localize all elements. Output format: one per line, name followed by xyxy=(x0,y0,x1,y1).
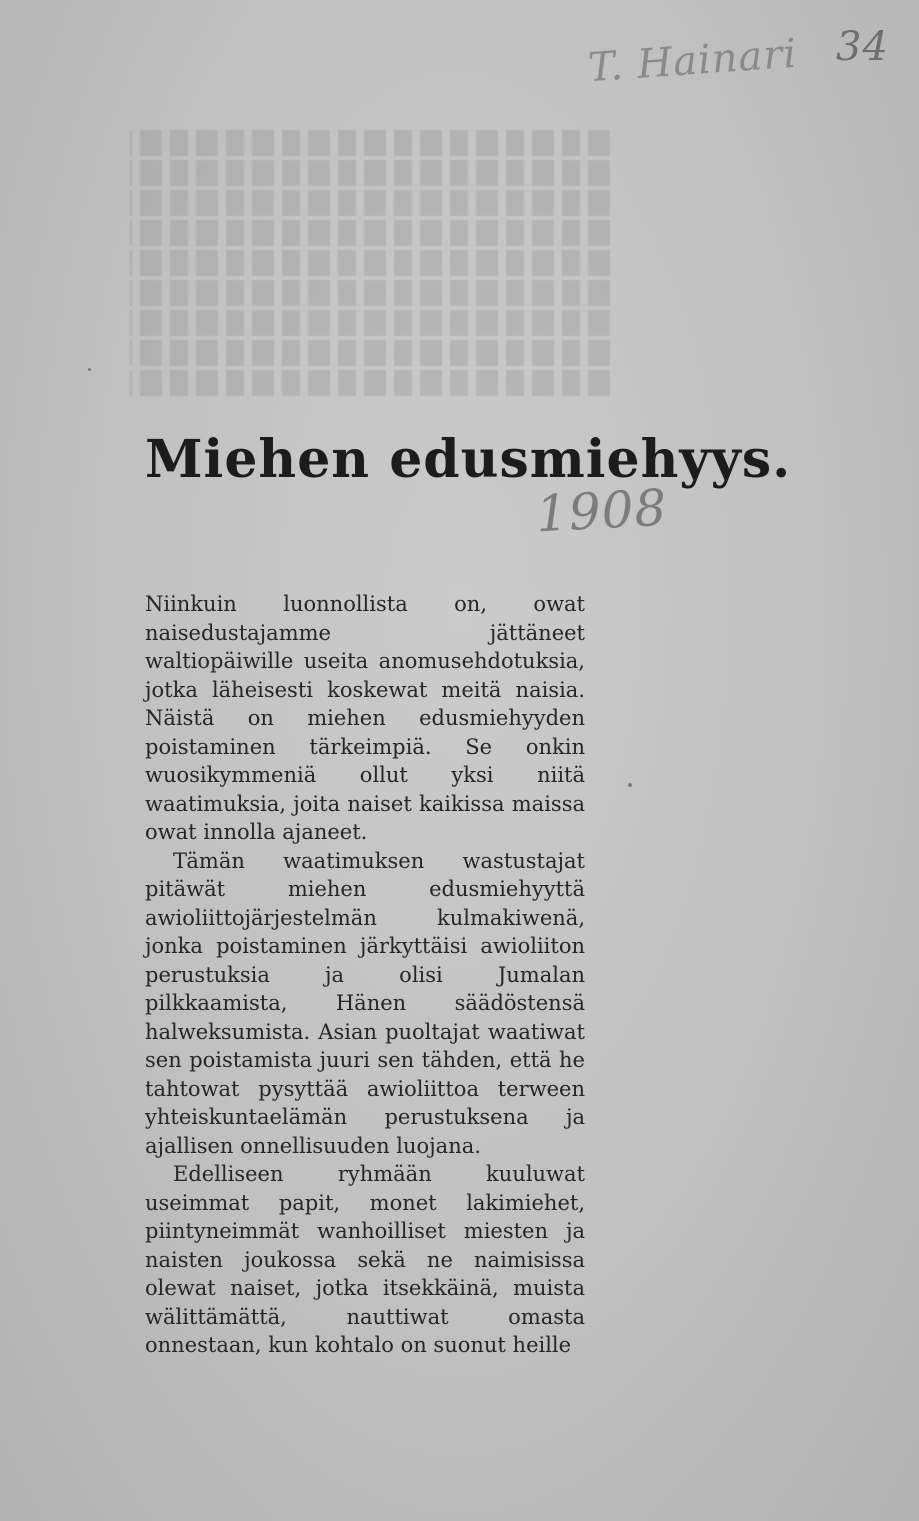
paragraph-1: Niinkuin luonnollista on, owat naisedustajamme jättäneet waltiopäiwille useita anomusehdotuksia, jotka läheisesti koskewat meitä naisia. Näistä on miehen edusmiehyyden poistaminen tärkeimpiä. Se onkin wuosikymmeniä ollut yksi niitä waatimuksia, joita naiset kaikissa maissa owat innolla ajaneet. xyxy=(145,592,585,844)
handwritten-page-number: 34 xyxy=(836,24,889,70)
article-title: Miehen edusmiehyys. xyxy=(145,429,792,490)
paragraph-2: Tämän waatimuksen wastustajat pitäwät miehen edusmiehyyttä awioliittojärjestelmän kulmakiwenä, jonka poistaminen järkyttäisi awioliiton perustuksia ja olisi Jumalan pilkkaamista, Hänen säädöstensä halweksumista. Asian puoltajat waatiwat sen poistamista juuri sen tähden, että he tahtowat pysyttää awioliittoa terween yhteiskuntaelämän perustuksena ja ajallisen onnellisuuden luojana. xyxy=(145,848,585,1158)
paragraph-3: Edelliseen ryhmään kuuluwat useimmat papit, monet lakimiehet, piintyneimmät wanhoilliset miesten ja naisten joukossa sekä ne naimisissa olewat naiset, jotka itsekkäinä, muista wälittämättä, nauttiwat omasta onnestaan, kun kohtalo on suonut heille xyxy=(145,1162,585,1357)
handwritten-author-note: T. Hainari xyxy=(586,30,799,92)
article-body xyxy=(145,590,585,1360)
paper-speck xyxy=(88,368,91,371)
handwritten-year: 1908 xyxy=(534,478,669,544)
bleed-through-text xyxy=(130,130,610,430)
paper-speck xyxy=(628,783,632,787)
